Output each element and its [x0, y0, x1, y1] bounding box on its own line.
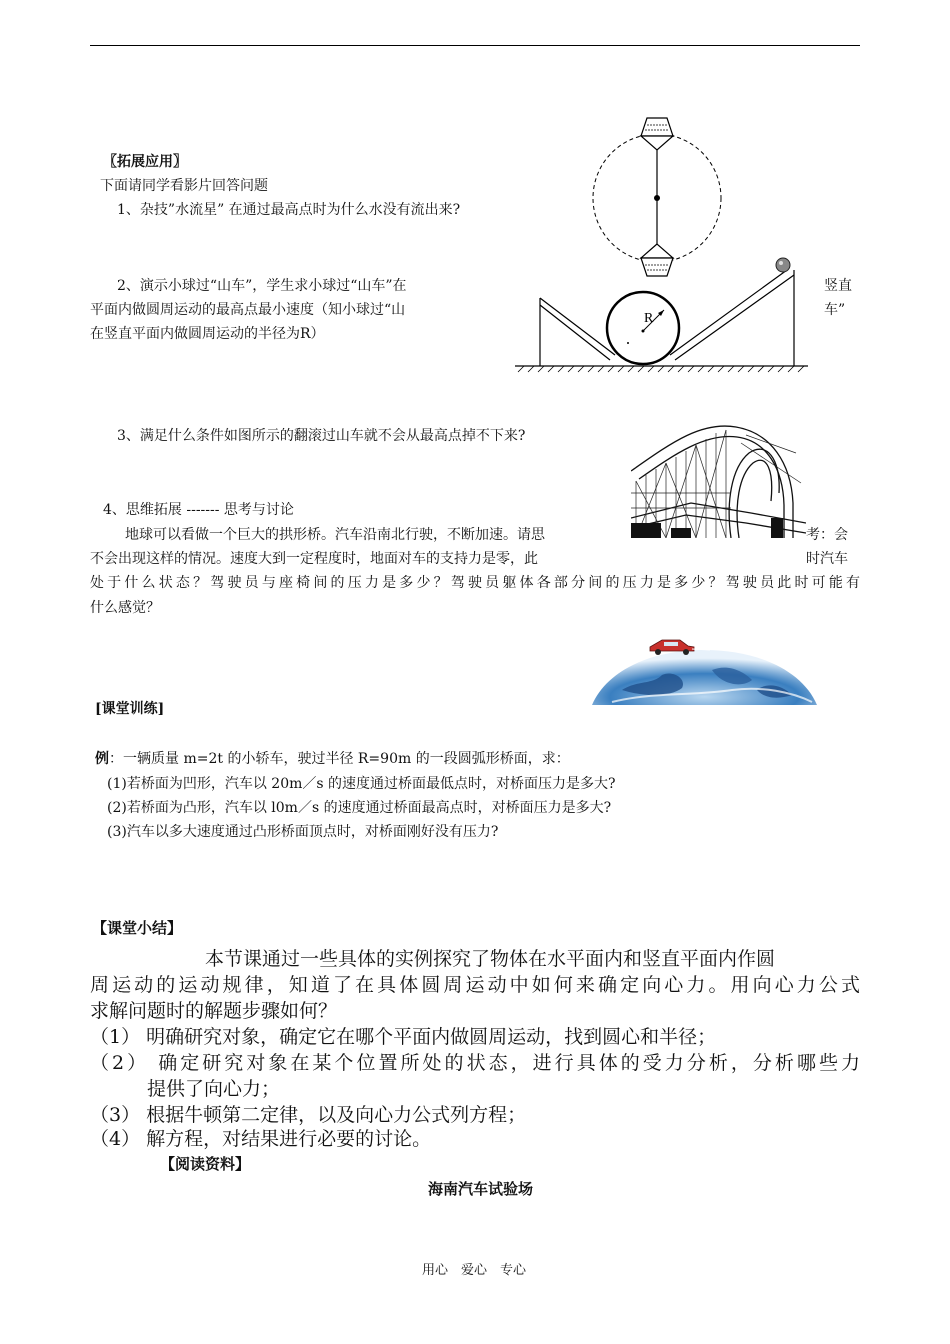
problem-1: (1)若桥面为凹形，汽车以 20m／s 的速度通过桥面最低点时，对桥面压力是多大?: [107, 776, 616, 792]
question-4-line3-wrap: [90, 572, 860, 594]
question-2-line2-right: 车”: [824, 302, 846, 318]
summary-para-line2-wrap: [90, 972, 860, 998]
question-4-line1: 地球可以看做一个巨大的拱形桥。汽车沿南北行驶，不断加速。请思: [125, 527, 545, 543]
problem-3: (3)汽车以多大速度通过凸形桥面顶点时，对桥面刚好没有压力?: [107, 824, 499, 840]
question-4-line3: 处于什么状态？驾驶员与座椅间的压力是多少？驾驶员躯体各部分间的压力是多少？驾驶员此时可能有: [90, 575, 860, 591]
question-2-line1: 2、演示小球过“山车”，学生求小球过“山车”在: [117, 278, 407, 294]
summary-heading: 【课堂小结】: [92, 919, 183, 937]
page-footer: 用心 爱心 专心: [422, 1263, 527, 1278]
example-text: ：一辆质量 m=2t 的小轿车，驶过半径 R=90m 的一段圆弧形桥面，求：: [109, 751, 570, 767]
summary-step-1: （1） 明确研究对象，确定它在哪个平面内做圆周运动，找到圆心和半径；: [90, 1026, 717, 1048]
earth-with-car-image: [592, 630, 817, 705]
question-2-line2: 平面内做圆周运动的最高点最小速度（知小球过“山: [90, 302, 406, 318]
question-4-title: 4、思维拓展 ------- 思考与讨论: [103, 502, 294, 518]
question-2-line3: 在竖直平面内做圆周运动的半径为R）: [90, 326, 325, 342]
summary-step-2-line1: （2） 确定研究对象在某个位置所处的状态，进行具体的受力分析，分析哪些力: [90, 1052, 860, 1074]
reading-heading: 【阅读资料】: [160, 1155, 251, 1173]
question-3: 3、满足什么条件如图所示的翻滚过山车就不会从最高点掉不下来?: [117, 428, 526, 444]
summary-para-line2: 周运动的运动规律，知道了在具体圆周运动中如何来确定向心力。用向心力公式: [90, 974, 860, 996]
header-rule: [90, 45, 860, 46]
question-4-line1-right: 考：会: [806, 527, 848, 543]
expand-heading: 〖拓展应用〗: [103, 154, 187, 170]
question-1: 1、杂技”水流星” 在通过最高点时为什么水没有流出来?: [117, 202, 461, 218]
loop-track-figure: [510, 255, 810, 380]
summary-step-2-wrap: [90, 1050, 860, 1076]
loop-radius-label: R: [644, 311, 654, 326]
problem-2: (2)若桥面为凸形，汽车以 l0m／s 的速度通过桥面最高点时，对桥面压力是多大?: [107, 800, 612, 816]
summary-para-line3: 求解问题时的解题步骤如何？: [90, 1000, 338, 1022]
summary-step-4: （4） 解方程，对结果进行必要的讨论。: [90, 1128, 432, 1150]
question-4-line2-right: 时汽车: [806, 551, 848, 567]
practice-heading: [课堂训练]: [95, 701, 165, 717]
example-line: [95, 748, 570, 770]
example-label: 例: [95, 751, 109, 767]
summary-step-2-line2: 提供了向心力；: [147, 1078, 281, 1100]
summary-step-3: （3） 根据牛顿第二定律，以及向心力公式列方程；: [90, 1104, 527, 1126]
summary-para-line1: 本节课通过一些具体的实例探究了物体在水平面内和竖直平面内作圆: [205, 948, 776, 970]
expand-intro: 下面请同学看影片回答问题: [100, 178, 268, 194]
question-2-line1-right: 竖直: [824, 278, 852, 294]
roller-coaster-photo: [631, 423, 806, 538]
reading-title: 海南汽车试验场: [428, 1180, 534, 1198]
question-4-line4: 什么感觉？: [90, 600, 160, 616]
question-4-line2: 不会出现这样的情况。速度大到一定程度时，地面对车的支持力是零，此: [90, 551, 538, 567]
